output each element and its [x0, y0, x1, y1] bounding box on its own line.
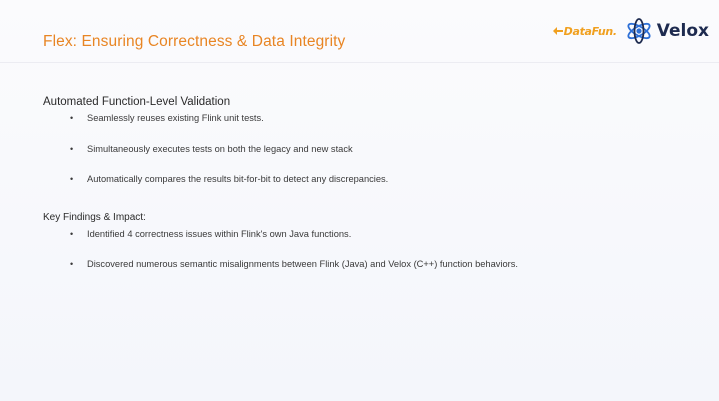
- bullet-text: Seamlessly reuses existing Flink unit tests.: [87, 113, 264, 123]
- section-validation: [43, 96, 230, 108]
- logo-bar: [552, 14, 709, 48]
- velox-logo: [625, 17, 709, 45]
- list-item: [43, 174, 567, 185]
- bullet-dot: •: [70, 113, 74, 123]
- bullet-text: Identified 4 correctness issues within Flink's own Java functions.: [87, 229, 352, 239]
- bullet-dot: •: [70, 174, 74, 184]
- bullet-text: Simultaneously executes tests on both the legacy and new stack: [87, 144, 353, 154]
- bullet-dot: •: [70, 144, 74, 154]
- datafun-wordmark: DataFun.: [563, 24, 617, 38]
- datafun-icon: [552, 25, 564, 37]
- title-divider: [0, 62, 719, 63]
- section-findings: [43, 212, 146, 223]
- section-heading: Key Findings & Impact:: [43, 212, 146, 223]
- list-item: [43, 259, 567, 270]
- bullet-text: Discovered numerous semantic misalignments between Flink (Java) and Velox (C++) function behaviors.: [87, 259, 518, 269]
- velox-atom-icon: [625, 17, 653, 45]
- datafun-logo: [552, 25, 617, 38]
- bullet-dot: •: [70, 229, 74, 239]
- list-item: [43, 113, 567, 124]
- slide-title: Flex: Ensuring Correctness & Data Integrity: [43, 33, 346, 50]
- velox-wordmark: Velox: [656, 21, 709, 41]
- list-item: [43, 229, 567, 240]
- section-heading: Automated Function-Level Validation: [43, 96, 231, 108]
- bullet-text: Automatically compares the results bit-for-bit to detect any discrepancies.: [87, 174, 389, 184]
- bullet-dot: •: [70, 259, 74, 269]
- list-item: [43, 144, 567, 155]
